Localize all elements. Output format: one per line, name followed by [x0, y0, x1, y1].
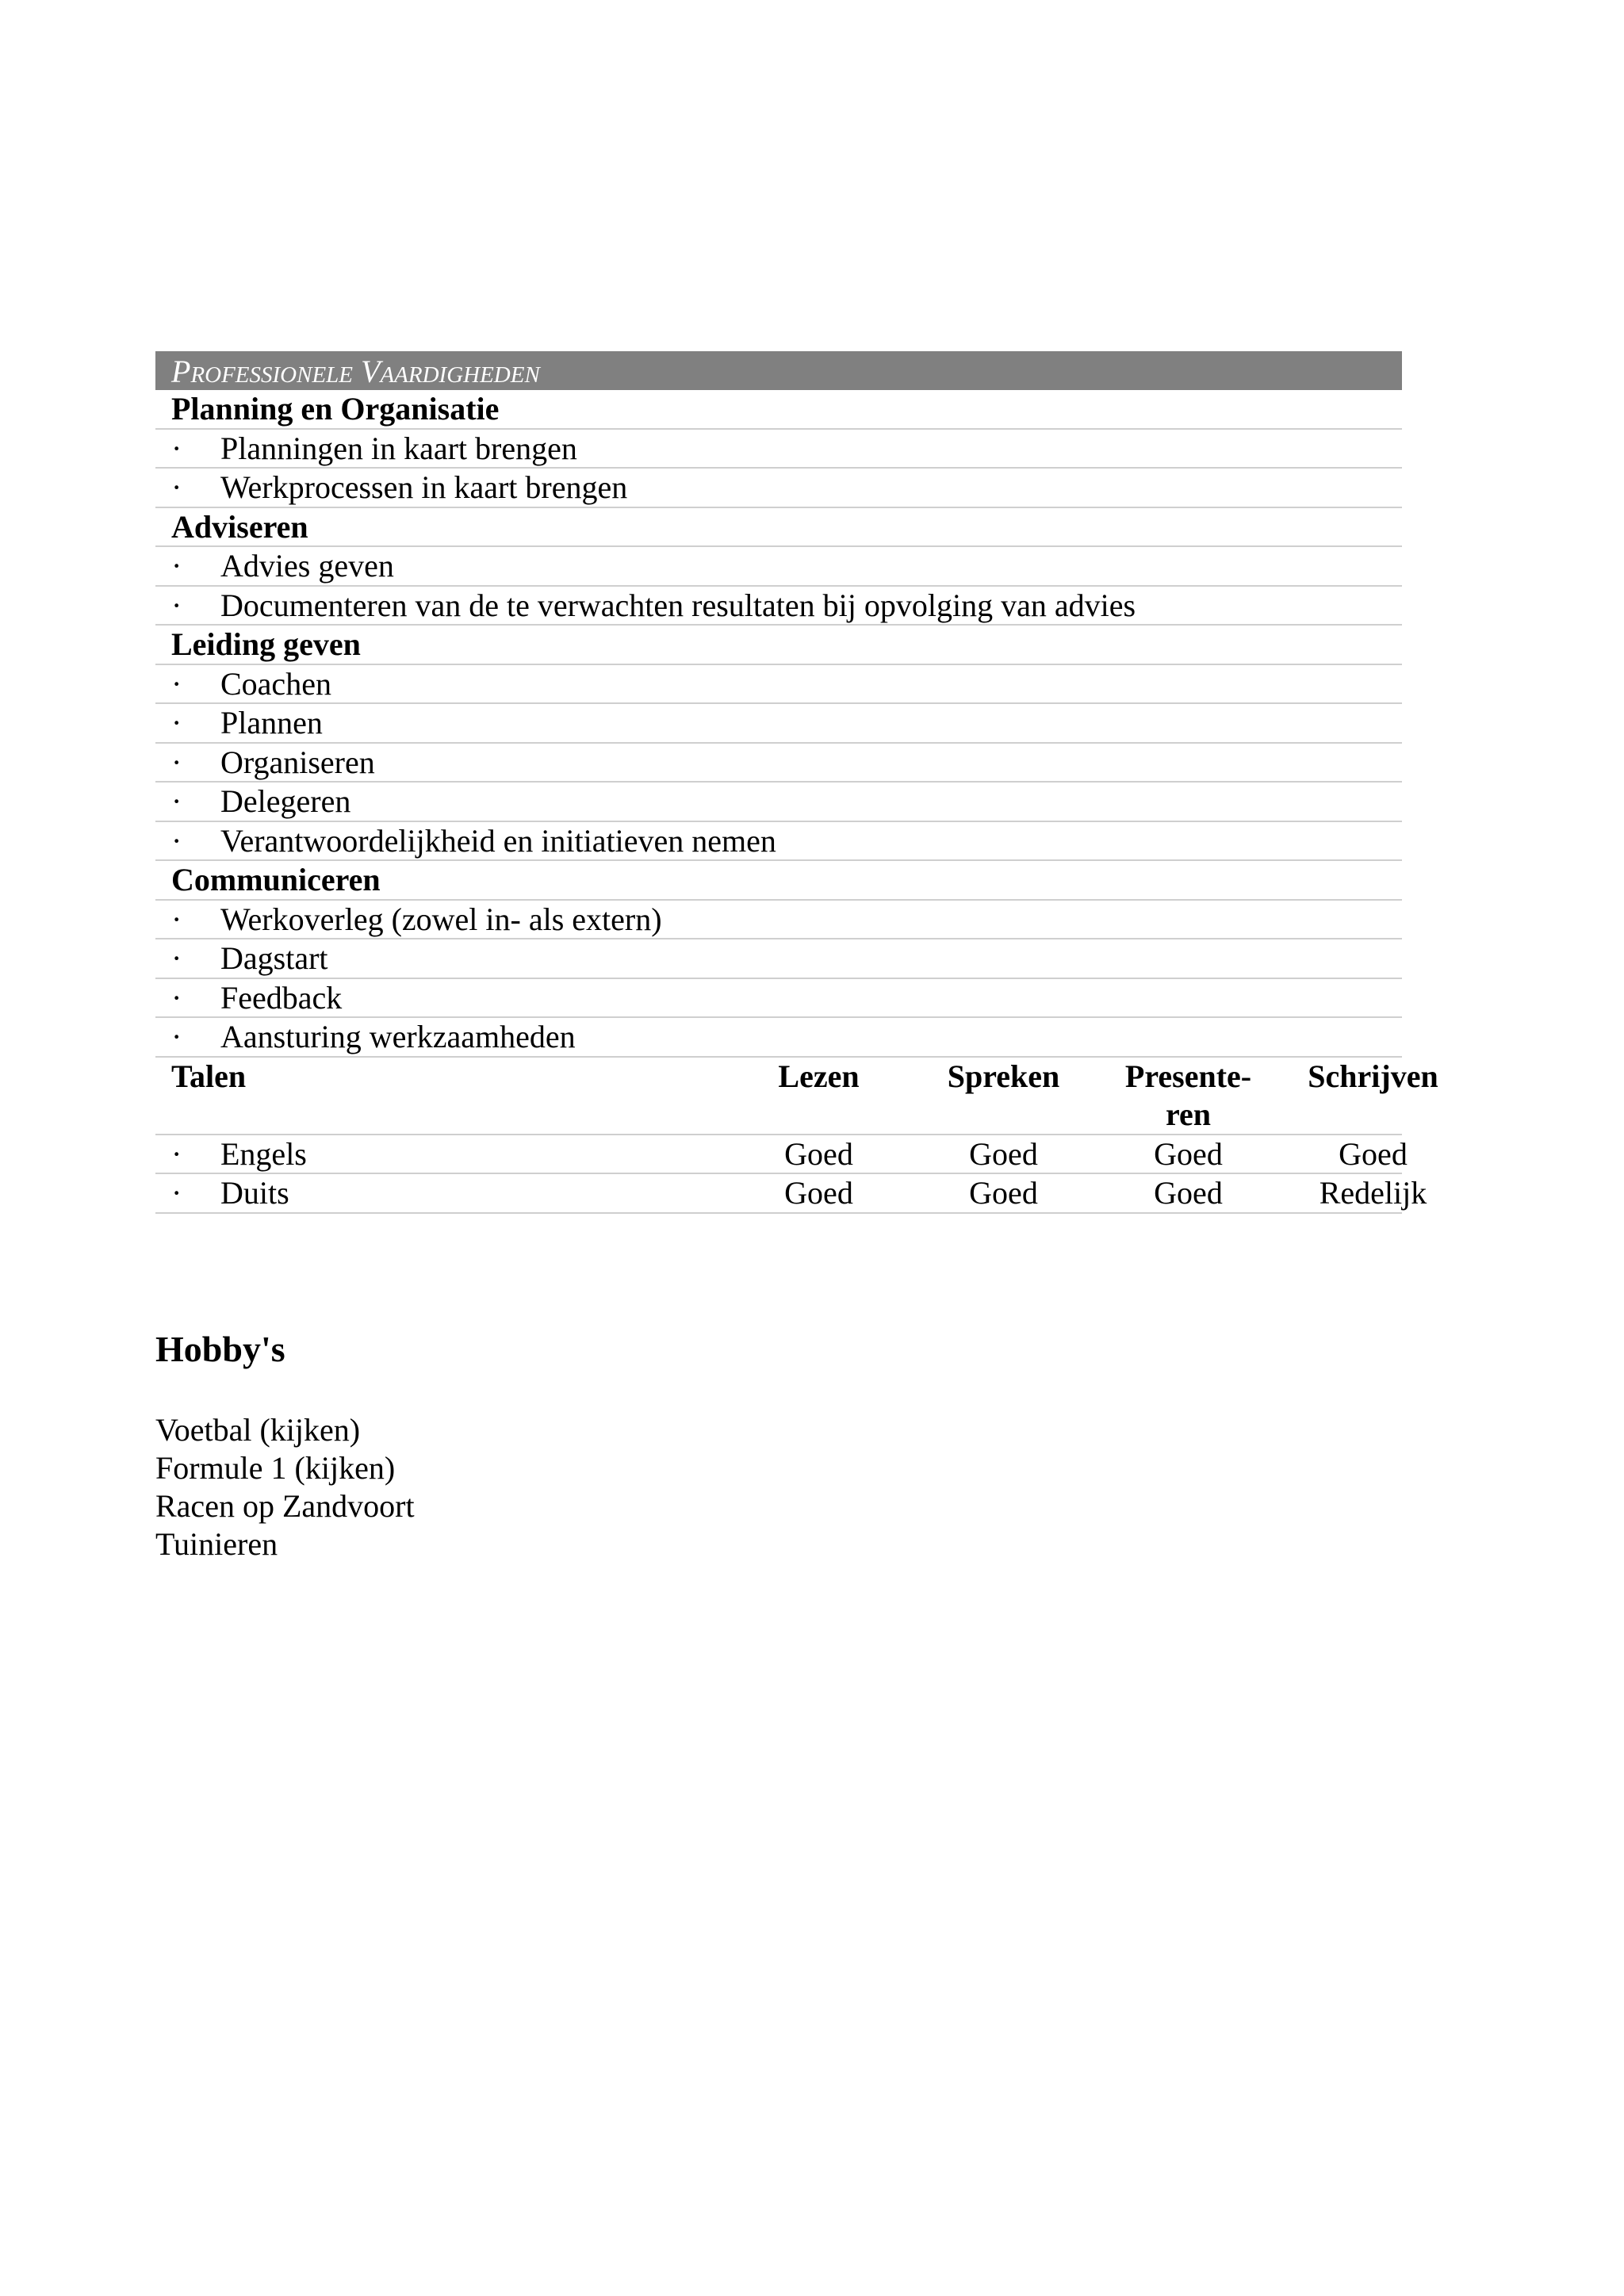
hobby-item: Tuinieren	[155, 1526, 278, 1562]
skills-section-header	[155, 351, 1402, 390]
skill-item	[155, 469, 1402, 508]
bullet-icon: ·	[171, 1135, 182, 1172]
bullet-icon: ·	[171, 901, 182, 937]
skill-item	[155, 979, 1402, 1019]
skill-item-text: Feedback	[220, 979, 343, 1016]
skill-item	[155, 430, 1402, 469]
bullet-icon: ·	[171, 548, 182, 584]
hobbies-title: Hobby's	[155, 1329, 285, 1369]
language-level: Goed	[1339, 1135, 1408, 1172]
bullet-icon: ·	[171, 1175, 182, 1211]
skills-title-initial-2: V	[361, 354, 381, 389]
languages-label: Talen	[171, 1058, 247, 1094]
skill-item	[155, 822, 1402, 862]
bullet-icon: ·	[171, 469, 182, 505]
skill-item	[155, 783, 1402, 822]
bullet-icon: ·	[171, 979, 182, 1016]
skill-item-text: Planningen in kaart brengen	[220, 430, 577, 466]
skills-title-rest-2: AARDIGHEDEN	[380, 362, 540, 388]
language-level: Redelijk	[1319, 1175, 1427, 1211]
bullet-icon: ·	[171, 665, 182, 702]
bullet-icon: ·	[171, 822, 182, 859]
column-header-schrijven: Schrijven	[1308, 1058, 1438, 1094]
skill-item	[155, 1018, 1402, 1058]
bullet-icon: ·	[171, 587, 182, 623]
professional-skills-table	[155, 351, 1438, 1214]
skill-item	[155, 587, 1402, 626]
bullet-icon: ·	[171, 783, 182, 819]
hobby-item: Voetbal (kijken)	[155, 1412, 361, 1448]
skill-group-heading: Adviseren	[155, 508, 1402, 548]
skill-item	[155, 547, 1402, 587]
skill-group-heading: Communiceren	[155, 861, 1402, 901]
skill-item-text: Verantwoordelijkheid en initiatieven nemen	[220, 822, 776, 859]
language-row	[155, 1135, 1408, 1175]
skills-title-rest-1: ROFESSIONELE	[190, 362, 354, 388]
language-level: Goed	[784, 1175, 853, 1211]
skill-item-text: Werkoverleg (zowel in- als extern)	[220, 901, 662, 937]
column-header-presenteren: Presente- ren	[1124, 1058, 1252, 1132]
language-level: Goed	[969, 1135, 1038, 1172]
hobby-item: Racen op Zandvoort	[155, 1488, 415, 1524]
skill-item	[155, 704, 1402, 744]
skill-item-text: Dagstart	[220, 940, 328, 976]
skill-item	[155, 939, 1402, 979]
language-level: Goed	[1154, 1175, 1223, 1211]
bullet-icon: ·	[171, 430, 182, 466]
skill-item-text: Coachen	[220, 665, 331, 702]
bullet-icon: ·	[171, 1019, 182, 1054]
languages-header-row	[155, 1058, 1438, 1135]
skill-item-text: Advies geven	[220, 548, 394, 584]
skill-item-text: Werkprocessen in kaart brengen	[220, 469, 628, 505]
hobbies-list	[155, 1411, 415, 1563]
bullet-icon: ·	[171, 705, 182, 740]
skill-item-text: Plannen	[220, 705, 323, 740]
language-row	[155, 1174, 1427, 1214]
language-name: Engels	[220, 1135, 307, 1172]
hobby-item: Formule 1 (kijken)	[155, 1450, 396, 1486]
language-level: Goed	[1154, 1135, 1223, 1172]
skills-title-initial-1: P	[171, 354, 191, 389]
column-header-lezen: Lezen	[778, 1058, 860, 1094]
bullet-icon: ·	[171, 940, 182, 976]
skill-group-heading: Planning en Organisatie	[155, 390, 1402, 430]
skill-item-text: Documenteren van de te verwachten resultaten bij opvolging van advies	[220, 587, 1136, 623]
column-header-spreken: Spreken	[947, 1058, 1060, 1094]
skill-item	[155, 665, 1402, 705]
language-level: Goed	[969, 1175, 1038, 1211]
language-level: Goed	[784, 1135, 853, 1172]
skill-item-text: Delegeren	[220, 783, 351, 819]
skill-item-text: Aansturing werkzaamheden	[220, 1019, 576, 1054]
bullet-icon: ·	[171, 744, 182, 780]
skill-item	[155, 744, 1402, 783]
skill-item-text: Organiseren	[220, 744, 375, 780]
language-name: Duits	[220, 1175, 289, 1211]
skill-item	[155, 901, 1402, 940]
skill-group-heading: Leiding geven	[155, 626, 1402, 665]
